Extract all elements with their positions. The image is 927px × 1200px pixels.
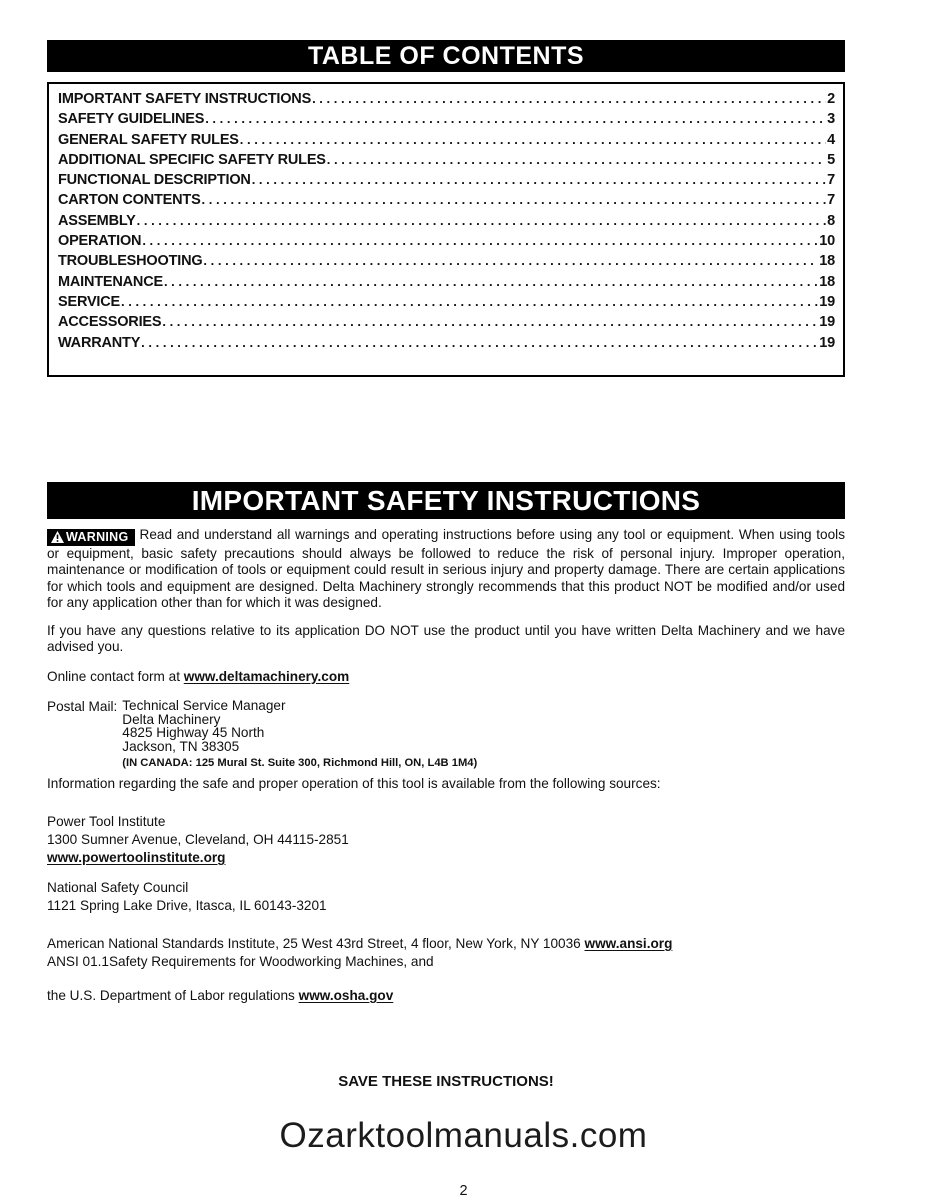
toc-page-number: 19 bbox=[819, 334, 835, 351]
toc-row bbox=[58, 314, 835, 334]
toc-row bbox=[58, 172, 835, 192]
toc-item-label: CARTON CONTENTS bbox=[58, 192, 201, 209]
toc-item-label: WARRANTY bbox=[58, 334, 141, 351]
toc-dot-leader bbox=[164, 274, 818, 289]
table-of-contents-box bbox=[47, 82, 845, 377]
toc-dot-leader bbox=[202, 192, 827, 207]
nsc-name: National Safety Council bbox=[47, 879, 189, 895]
toc-row bbox=[58, 111, 835, 131]
deltamachinery-link[interactable]: www.deltamachinery.com bbox=[183, 668, 350, 684]
safety-instructions-title: IMPORTANT SAFETY INSTRUCTIONS bbox=[191, 485, 701, 516]
toc-item-label: ASSEMBLY bbox=[58, 212, 136, 229]
ansi-prefix: American National Standards Institute, 25 West 43rd Street, 4 floor, New York, NY 10036 bbox=[47, 935, 585, 951]
toc-page-number: 7 bbox=[827, 192, 835, 209]
toc-dot-leader bbox=[162, 314, 818, 329]
toc-page-number: 8 bbox=[827, 212, 835, 229]
power-tool-institute-block bbox=[47, 813, 845, 867]
toc-item-label: IMPORTANT SAFETY INSTRUCTIONS bbox=[58, 91, 312, 107]
toc-dot-leader bbox=[142, 233, 818, 248]
toc-item-label: ACCESSORIES bbox=[58, 314, 162, 331]
warning-text: Read and understand all warnings and operating instructions before using any tool or equipment. When using tools or equipment, basic safety precautions should always be followed to reduce the risk of personal injury. Improper operation, maintenance or modification of tools or equipment could result in serious injury and property damage. There are certain applications for which tools and equipment are designed. Delta Machinery strongly recommends that this product NOT be modified and/or used for any application other than for which it was designed. bbox=[47, 527, 845, 610]
table-of-contents-title: TABLE OF CONTENTS bbox=[307, 42, 585, 70]
ansi-line bbox=[47, 935, 845, 953]
ansi-link[interactable]: www.ansi.org bbox=[584, 935, 673, 951]
toc-row bbox=[58, 335, 835, 355]
toc-dot-leader bbox=[121, 294, 818, 309]
safety-instructions-banner bbox=[47, 482, 845, 519]
toc-dot-leader bbox=[240, 132, 826, 147]
toc-dot-leader bbox=[141, 335, 818, 350]
save-instructions-text: SAVE THESE INSTRUCTIONS! bbox=[338, 1073, 554, 1091]
ansi-requirements-line: ANSI 01.1Safety Requirements for Woodworking Machines, and bbox=[47, 953, 434, 969]
toc-row bbox=[58, 233, 835, 253]
info-sources-paragraph: Information regarding the safe and proper operation of this tool is available from the following sources: bbox=[47, 775, 661, 791]
toc-dot-leader bbox=[312, 91, 826, 106]
toc-item-label: MAINTENANCE bbox=[58, 273, 163, 290]
toc-row bbox=[58, 152, 835, 172]
warning-badge bbox=[47, 529, 135, 546]
nsc-address: 1121 Spring Lake Drive, Itasca, IL 60143-3201 bbox=[47, 897, 327, 913]
toc-item-label: ADDITIONAL SPECIFIC SAFETY RULES bbox=[58, 151, 326, 168]
postal-address-line: Technical Service Manager bbox=[122, 698, 286, 714]
postal-address-line: Jackson, TN 38305 bbox=[122, 738, 240, 754]
powertoolinstitute-link[interactable]: www.powertoolinstitute.org bbox=[47, 849, 226, 865]
canada-address-line: (IN CANADA: 125 Mural St. Suite 300, Richmond Hill, ON, L4B 1M4) bbox=[122, 757, 478, 770]
postal-address bbox=[122, 699, 477, 771]
toc-page-number: 3 bbox=[827, 111, 835, 128]
toc-page-number: 4 bbox=[827, 131, 835, 148]
toc-page-number: 5 bbox=[827, 151, 835, 168]
toc-row bbox=[58, 132, 835, 152]
toc-page-number: 18 bbox=[819, 253, 835, 270]
postal-address-line: Delta Machinery bbox=[122, 711, 221, 727]
toc-row bbox=[58, 213, 835, 233]
toc-page-number: 19 bbox=[819, 293, 835, 310]
pti-name: Power Tool Institute bbox=[47, 813, 166, 829]
toc-dot-leader bbox=[203, 253, 818, 268]
questions-paragraph: If you have any questions relative to its application DO NOT use the product until you have written Delta Machinery and we have advised you. bbox=[47, 623, 845, 655]
toc-page-number: 10 bbox=[819, 233, 835, 250]
postal-mail-block bbox=[47, 699, 845, 771]
toc-dot-leader bbox=[327, 152, 826, 167]
page-number: 2 bbox=[459, 1183, 468, 1200]
osha-link[interactable]: www.osha.gov bbox=[298, 987, 394, 1003]
toc-page-number: 2 bbox=[827, 91, 835, 107]
toc-dot-leader bbox=[205, 111, 826, 126]
toc-item-label: OPERATION bbox=[58, 233, 142, 250]
ansi-block bbox=[47, 935, 845, 971]
toc-page-number: 19 bbox=[819, 314, 835, 331]
pti-address: 1300 Sumner Avenue, Cleveland, OH 44115-2851 bbox=[47, 831, 349, 847]
toc-row bbox=[58, 91, 835, 111]
warning-triangle-icon bbox=[51, 530, 66, 544]
toc-item-label: TROUBLESHOOTING bbox=[58, 253, 203, 270]
postal-mail-label: Postal Mail: bbox=[47, 699, 118, 715]
toc-row bbox=[58, 192, 835, 212]
toc-row bbox=[58, 294, 835, 314]
toc-row bbox=[58, 253, 835, 273]
postal-address-line: 4825 Highway 45 North bbox=[122, 725, 265, 741]
national-safety-council-block bbox=[47, 879, 845, 915]
osha-line bbox=[47, 988, 845, 1004]
toc-item-label: SERVICE bbox=[58, 293, 120, 310]
toc-dot-leader bbox=[137, 213, 826, 228]
online-contact-line bbox=[47, 669, 845, 685]
toc-page-number: 7 bbox=[827, 172, 835, 189]
online-contact-prefix: Online contact form at bbox=[47, 668, 184, 684]
warning-badge-label: WARNING bbox=[66, 530, 129, 544]
watermark-text: Ozarktoolmanuals.com bbox=[279, 1116, 648, 1156]
toc-dot-leader bbox=[252, 172, 826, 187]
osha-prefix: the U.S. Department of Labor regulations bbox=[47, 987, 299, 1003]
toc-page-number: 18 bbox=[819, 273, 835, 290]
table-of-contents-banner bbox=[47, 40, 845, 72]
toc-row bbox=[58, 274, 835, 294]
safety-content bbox=[47, 527, 845, 1090]
warning-paragraph bbox=[47, 527, 845, 611]
toc-item-label: SAFETY GUIDELINES bbox=[58, 111, 205, 128]
toc-item-label: GENERAL SAFETY RULES bbox=[58, 131, 239, 148]
toc-item-label: FUNCTIONAL DESCRIPTION bbox=[58, 172, 251, 189]
